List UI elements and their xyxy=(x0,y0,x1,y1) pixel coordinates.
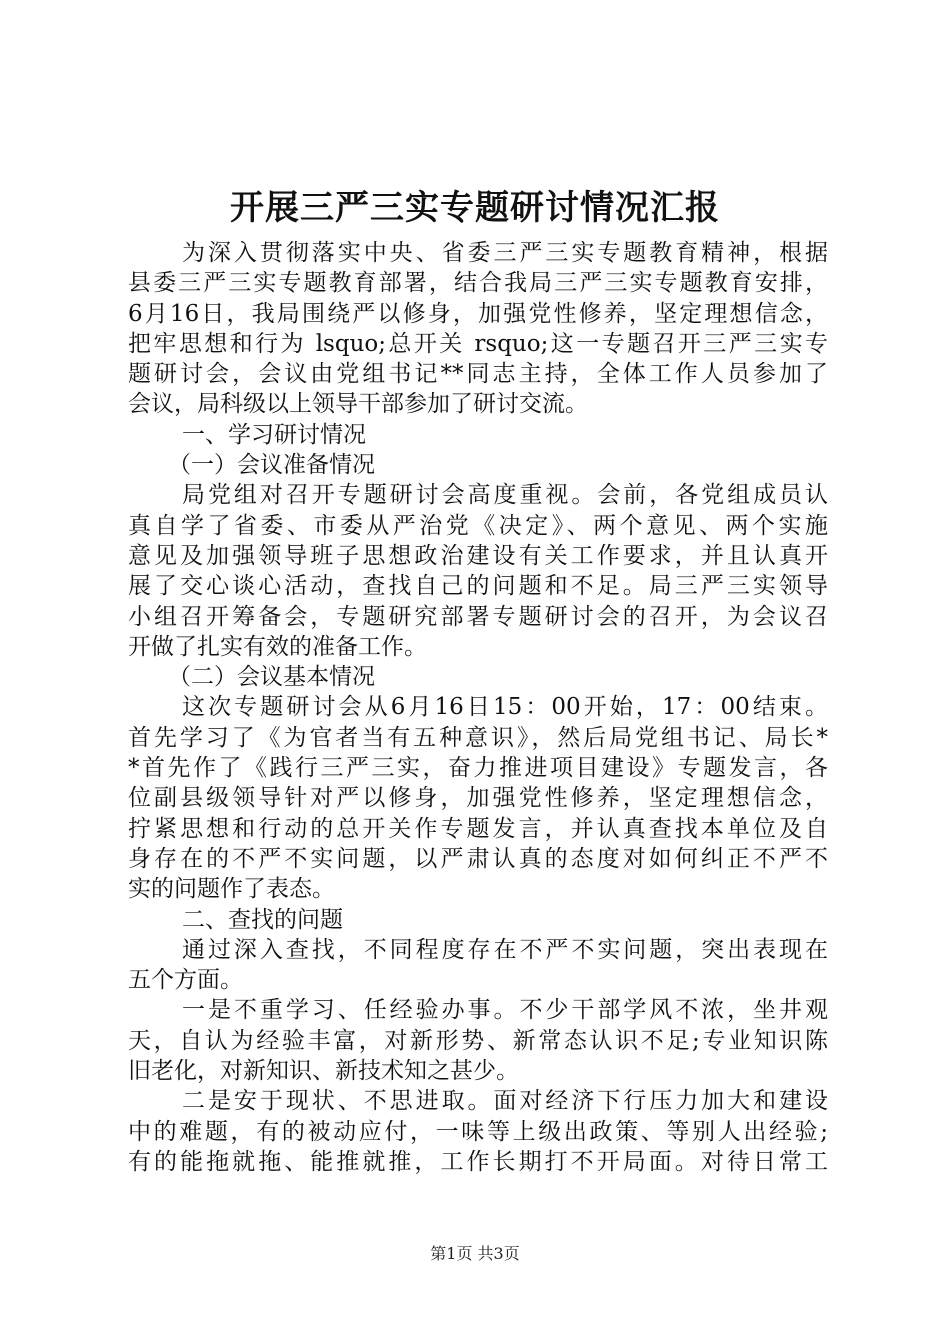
paragraph-line: 局党组对召开专题研讨会高度重视。会前，各党组成员认 xyxy=(182,482,828,509)
paragraph-line: 位副县级领导针对严以修身，加强党性修养，坚定理想信念， xyxy=(128,785,828,812)
paragraph-line: 县委三严三实专题教育部署，结合我局三严三实专题教育安排， xyxy=(128,270,828,297)
paragraph-line: 身存在的不严不实问题，以严肃认真的态度对如何纠正不严不 xyxy=(128,845,828,872)
paragraph-line: 一是不重学习、任经验办事。不少干部学风不浓，坐井观 xyxy=(182,997,828,1024)
paragraph-line: 把牢思想和行为 lsquo;总开关 rsquo;这一专题召开三严三实专 xyxy=(128,330,828,357)
paragraph-line: 中的难题，有的被动应付，一味等上级出政策、等别人出经验; xyxy=(128,1118,828,1145)
paragraph-line: 首先学习了《为官者当有五种意识》，然后局党组书记、局长* xyxy=(128,724,828,751)
document-body xyxy=(128,238,828,1177)
paragraph-line: 6月16日，我局围绕严以修身，加强党性修养，坚定理想信念， xyxy=(128,300,828,327)
paragraph-line: 开做了扎实有效的准备工作。 xyxy=(128,633,427,660)
paragraph-line: 这次专题研讨会从6月16日15：00开始，17：00结束。 xyxy=(182,694,828,721)
paragraph-line: 题研讨会，会议由党组书记**同志主持，全体工作人员参加了 xyxy=(128,361,828,388)
paragraph-line: 真自学了省委、市委从严治党《决定》、两个意见、两个实施 xyxy=(128,512,828,539)
paragraph-line: *首先作了《践行三严三实，奋力推进项目建设》专题发言，各 xyxy=(128,755,828,782)
subsection-heading: （一）会议准备情况 xyxy=(168,452,375,479)
paragraph-line: 旧老化，对新知识、新技术知之甚少。 xyxy=(128,1058,519,1085)
paragraph-line: 通过深入查找，不同程度存在不严不实问题，突出表现在 xyxy=(182,936,828,963)
paragraph-line: 五个方面。 xyxy=(128,967,243,994)
paragraph-line: 拧紧思想和行动的总开关作专题发言，并认真查找本单位及自 xyxy=(128,815,828,842)
section-heading: 二、查找的问题 xyxy=(182,906,343,933)
section-heading: 一、学习研讨情况 xyxy=(182,421,366,448)
paragraph-line: 意见及加强领导班子思想政治建设有关工作要求，并且认真开 xyxy=(128,542,828,569)
paragraph-line: 实的问题作了表态。 xyxy=(128,876,335,903)
subsection-heading: （二）会议基本情况 xyxy=(168,664,375,691)
paragraph-line: 展了交心谈心活动，查找自己的问题和不足。局三严三实领导 xyxy=(128,573,828,600)
paragraph-line: 二是安于现状、不思进取。面对经济下行压力加大和建设 xyxy=(182,1088,828,1115)
paragraph-line: 小组召开筹备会，专题研究部署专题研讨会的召开，为会议召 xyxy=(128,603,828,630)
page-footer: 第1页 共3页 xyxy=(430,1244,520,1263)
paragraph-line: 会议，局科级以上领导干部参加了研讨交流。 xyxy=(128,391,588,418)
document-title: 开展三严三实专题研讨情况汇报 xyxy=(230,188,720,228)
paragraph-line: 天，自认为经验丰富，对新形势、新常态认识不足;专业知识陈 xyxy=(128,1027,828,1054)
paragraph-line: 有的能拖就拖、能推就推，工作长期打不开局面。对待日常工 xyxy=(128,1148,828,1175)
paragraph-line: 为深入贯彻落实中央、省委三严三实专题教育精神，根据 xyxy=(182,240,828,266)
